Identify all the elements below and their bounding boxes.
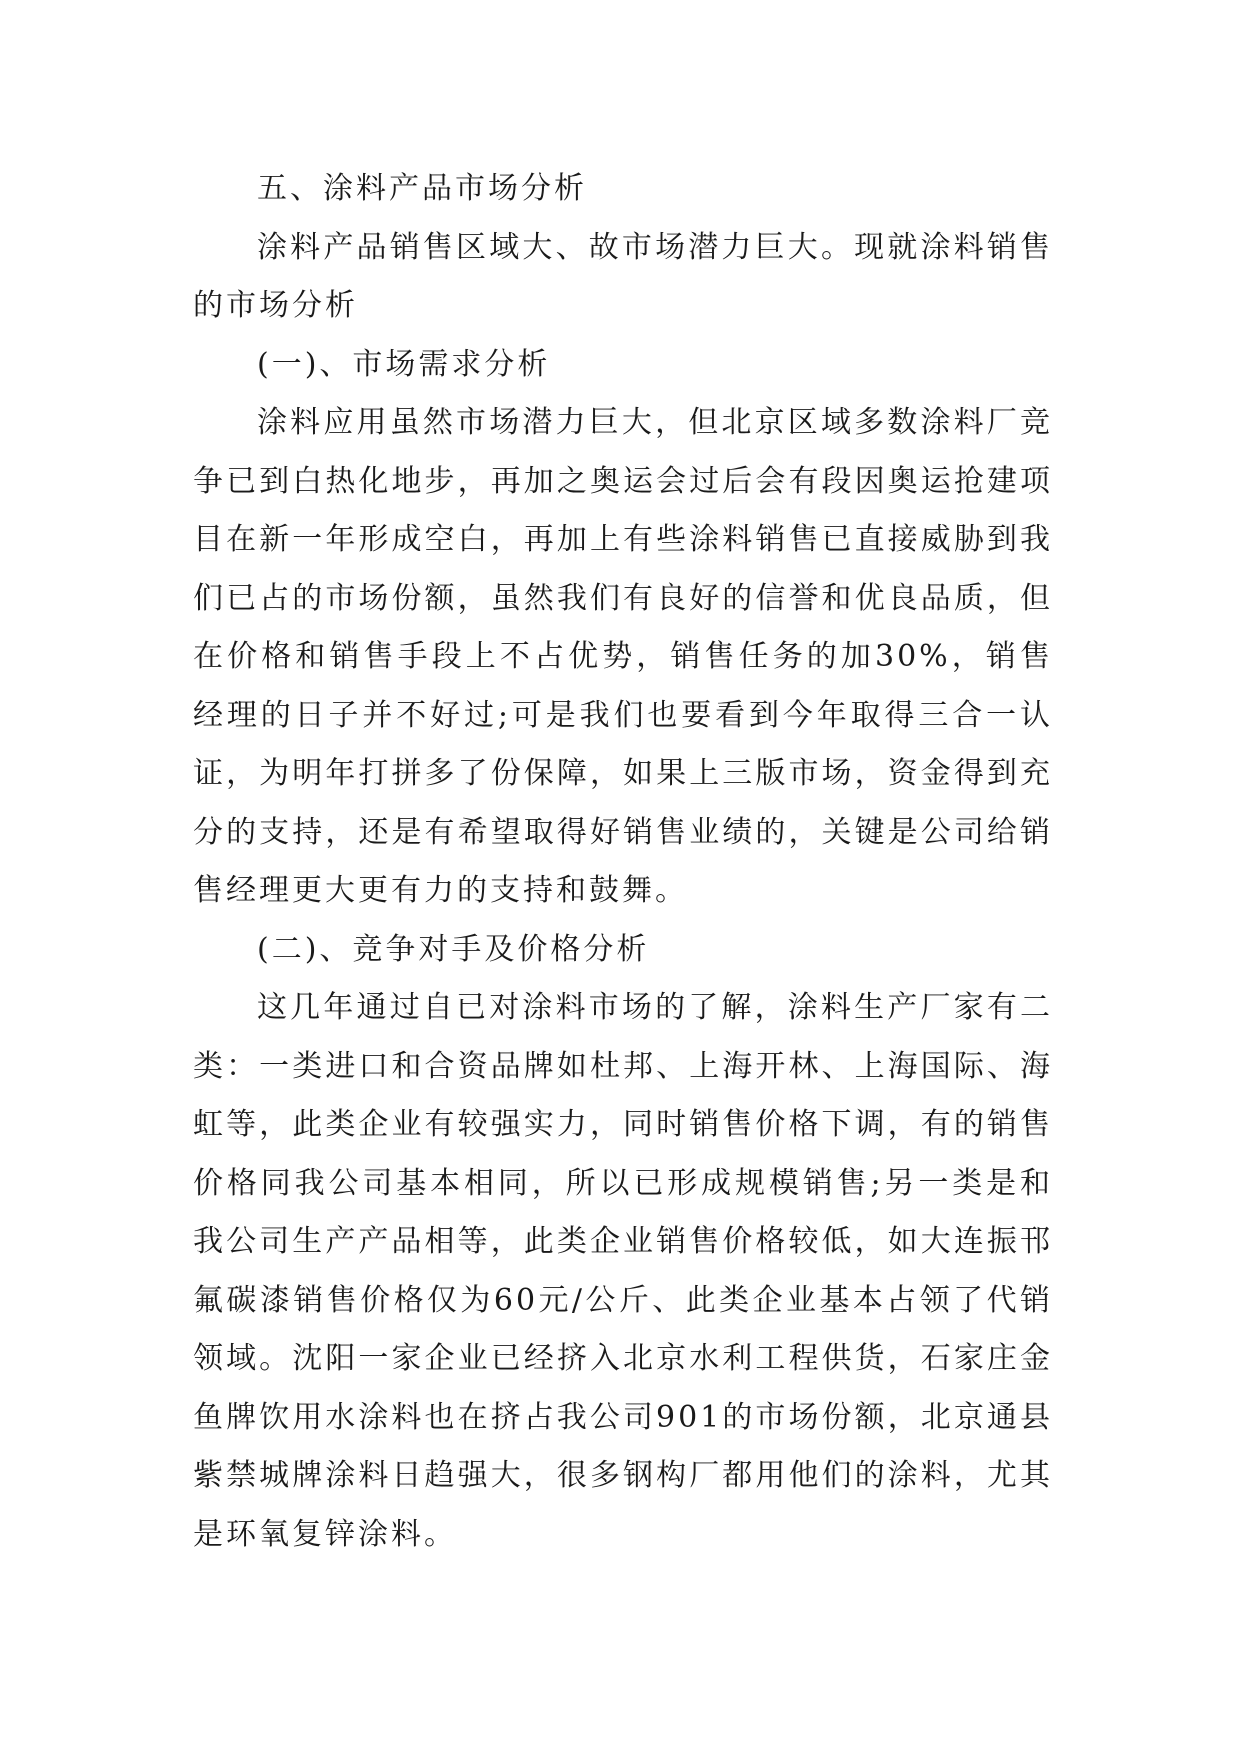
subsection-2-title: (二)、竞争对手及价格分析 [257, 931, 650, 967]
subsection-1-paragraph: 涂料应用虽然市场潜力巨大，但北京区域多数涂料厂竞争已到白热化地步，再加之奥运会过后会有段因奥运抢建项目在新一年形成空白，再加上有些涂料销售已直接威胁到我们已占的市场份额，虽然我们有良好的信誉和优良品质，但在价格和销售手段上不占优势，销售任务的加30%，销售经理的日子并不好过;可是我们也要看到今年取得三合一认证，为明年打拼多了份保障，如果上三版市场，资金得到充分的支持，还是有希望取得好销售业绩的，关键是公司给销售经理更大更有力的支持和鼓舞。 [193, 405, 1053, 908]
subsection-1-title: (一)、市场需求分析 [257, 346, 551, 382]
intro-paragraph: 涂料产品销售区域大、故市场潜力巨大。现就涂料销售的市场分析 [193, 229, 1053, 323]
subsection-2-paragraph: 这几年通过自已对涂料市场的了解，涂料生产厂家有二类：一类进口和合资品牌如杜邦、上海开林、上海国际、海虹等，此类企业有较强实力，同时销售价格下调，有的销售价格同我公司基本相同，所以已形成规模销售;另一类是和我公司生产产品相等，此类企业销售价格较低，如大连振邗氟碳漆销售价格仅为60元/公斤、此类企业基本占领了代销领域。沈阳一家企业已经挤入北京水利工程供货，石家庄金鱼牌饮用水涂料也在挤占我公司901的市场份额，北京通县紫禁城牌涂料日趋强大，很多钢构厂都用他们的涂料，尤其是环氧复锌涂料。 [193, 990, 1053, 1552]
section-title: 五、涂料产品市场分析 [257, 171, 587, 206]
document-body [193, 160, 1053, 1564]
